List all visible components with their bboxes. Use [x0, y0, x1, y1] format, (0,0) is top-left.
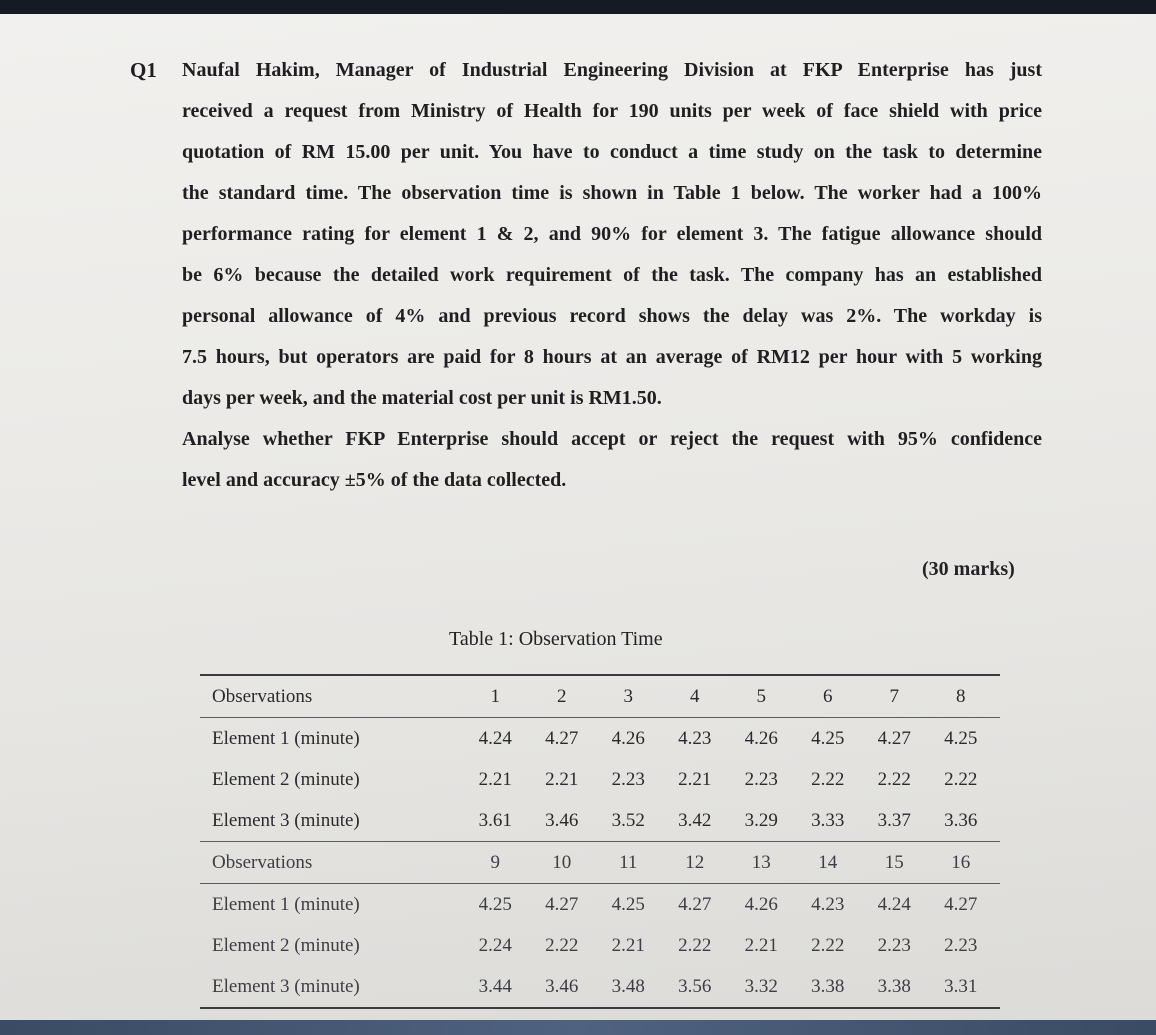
- table-row: [200, 800, 1000, 841]
- question-text: [182, 50, 1042, 501]
- observation-number: 6: [823, 685, 833, 707]
- question-line: Analyse whether FKP Enterprise should accept or reject the request with 95% confidence: [182, 428, 1042, 450]
- table-cell: 4.27: [944, 893, 978, 915]
- observation-table: [200, 674, 1000, 1009]
- table-cell: 4.25: [944, 727, 978, 749]
- question-line: level and accuracy ±5% of the data collected.: [182, 469, 567, 491]
- table-cell: 3.38: [877, 975, 911, 997]
- table-cell: 4.26: [744, 893, 778, 915]
- table-cell: 2.21: [478, 768, 512, 790]
- header-label: Observations: [212, 851, 313, 873]
- row-label: Element 3 (minute): [212, 809, 360, 831]
- question-line: Naufal Hakim, Manager of Industrial Engineering Division at FKP Enterprise has just: [182, 59, 1042, 81]
- table-cell: 2.23: [744, 768, 778, 790]
- table-row: [200, 759, 1000, 800]
- table-cell: 4.23: [678, 727, 712, 749]
- marks-label: (30 marks): [922, 558, 1015, 580]
- table-cell: 3.56: [678, 975, 712, 997]
- table-cell: 3.31: [944, 975, 978, 997]
- table-row: [200, 966, 1000, 1007]
- question-line: performance rating for element 1 & 2, and 90% for element 3. The fatigue allowance should: [182, 223, 1042, 245]
- table-cell: 4.27: [545, 893, 579, 915]
- table-cell: 2.21: [678, 768, 712, 790]
- question-line: days per week, and the material cost per unit is RM1.50.: [182, 387, 662, 409]
- table-row: [200, 718, 1000, 759]
- table-cell: 4.26: [611, 727, 645, 749]
- table-cell: 2.22: [545, 934, 579, 956]
- table-cell: 4.23: [811, 893, 845, 915]
- question-line: the standard time. The observation time is shown in Table 1 below. The worker had a 100%: [182, 182, 1042, 204]
- observation-number: 7: [889, 685, 899, 707]
- table-cell: 2.24: [478, 934, 512, 956]
- table-block-2: [200, 842, 1000, 1009]
- table-cell: 4.27: [678, 893, 712, 915]
- table-cell: 3.36: [944, 809, 978, 831]
- table-cell: 2.23: [944, 934, 978, 956]
- bottom-blue-border: [0, 1020, 1156, 1035]
- question-line: 7.5 hours, but operators are paid for 8 hours at an average of RM12 per hour with 5 working: [182, 346, 1042, 368]
- table-cell: 2.21: [545, 768, 579, 790]
- table-cell: 3.48: [611, 975, 645, 997]
- row-label: Element 2 (minute): [212, 934, 360, 956]
- row-label: Element 2 (minute): [212, 768, 360, 790]
- table-cell: 3.52: [611, 809, 645, 831]
- observation-number: 13: [751, 851, 771, 873]
- table-cell: 3.46: [545, 809, 579, 831]
- table-cell: 4.25: [478, 893, 512, 915]
- row-label: Element 3 (minute): [212, 975, 360, 997]
- table-caption: Table 1: Observation Time: [449, 628, 663, 650]
- table-cell: 2.23: [877, 934, 911, 956]
- paper-sheet: [0, 14, 1156, 1020]
- observation-number: 16: [951, 851, 971, 873]
- observation-number: 2: [557, 685, 567, 707]
- row-label: Element 1 (minute): [212, 893, 360, 915]
- table-cell: 3.42: [678, 809, 712, 831]
- table-cell: 3.37: [877, 809, 911, 831]
- table-cell: 4.26: [744, 727, 778, 749]
- table-cell: 2.22: [944, 768, 978, 790]
- table-cell: 3.44: [478, 975, 512, 997]
- table-row: [200, 884, 1000, 925]
- table-cell: 2.22: [811, 934, 845, 956]
- table-cell: 2.22: [811, 768, 845, 790]
- table-rule: [200, 1007, 1000, 1009]
- table-cell: 3.38: [811, 975, 845, 997]
- table-cell: 3.61: [478, 809, 512, 831]
- table-cell: 2.23: [611, 768, 645, 790]
- observation-number: 4: [690, 685, 700, 707]
- table-header-row: [200, 676, 1000, 717]
- observation-number: 5: [756, 685, 766, 707]
- top-dark-border: [0, 0, 1156, 14]
- question-line: received a request from Ministry of Health for 190 units per week of face shield with price: [182, 100, 1042, 122]
- question-line: be 6% because the detailed work requirement of the task. The company has an established: [182, 264, 1042, 286]
- header-label: Observations: [212, 685, 313, 707]
- table-cell: 2.22: [678, 934, 712, 956]
- table-cell: 4.25: [811, 727, 845, 749]
- table-cell: 2.21: [611, 934, 645, 956]
- observation-number: 9: [490, 851, 500, 873]
- observation-number: 10: [552, 851, 572, 873]
- observation-number: 11: [619, 851, 638, 873]
- table-cell: 2.22: [877, 768, 911, 790]
- table-cell: 4.24: [877, 893, 911, 915]
- table-cell: 4.27: [545, 727, 579, 749]
- observation-number: 15: [884, 851, 904, 873]
- table-cell: 4.25: [611, 893, 645, 915]
- table-cell: 3.29: [744, 809, 778, 831]
- question-number: Q1: [130, 58, 157, 82]
- row-label: Element 1 (minute): [212, 727, 360, 749]
- table-cell: 3.46: [545, 975, 579, 997]
- table-cell: 3.33: [811, 809, 845, 831]
- observation-number: 14: [818, 851, 838, 873]
- table-row: [200, 925, 1000, 966]
- table-cell: 4.27: [877, 727, 911, 749]
- table-cell: 2.21: [744, 934, 778, 956]
- table-cell: 4.24: [478, 727, 512, 749]
- observation-number: 8: [956, 685, 966, 707]
- question-line: personal allowance of 4% and previous record shows the delay was 2%. The workday is: [182, 305, 1042, 327]
- observation-number: 3: [623, 685, 633, 707]
- question-line: quotation of RM 15.00 per unit. You have to conduct a time study on the task to determine: [182, 141, 1042, 163]
- observation-number: 1: [490, 685, 500, 707]
- table-header-row: [200, 842, 1000, 883]
- observation-number: 12: [685, 851, 705, 873]
- table-cell: 3.32: [744, 975, 778, 997]
